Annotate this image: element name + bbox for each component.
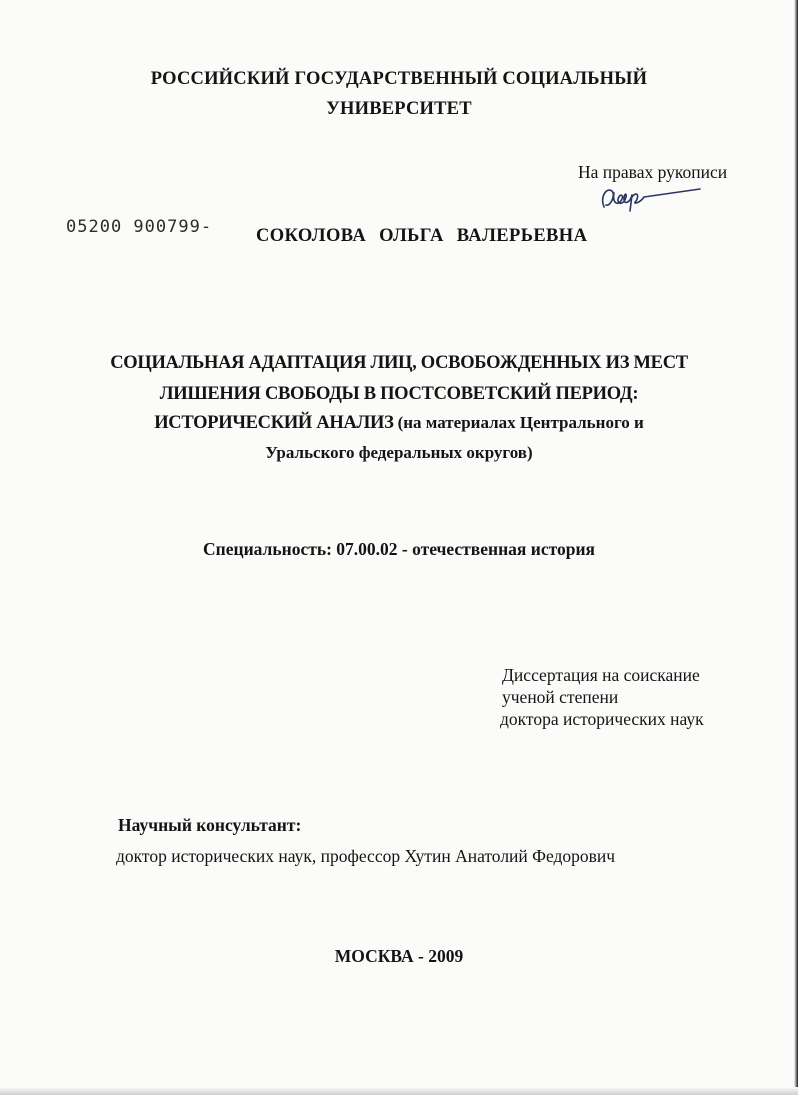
- archive-mark: -: [200, 217, 213, 237]
- consultant-label: Научный консультант:: [118, 815, 302, 835]
- author-name: СОКОЛОВА ОЛЬГА ВАЛЕРЬЕВНА: [256, 226, 588, 246]
- manuscript-note: На правах рукописи: [578, 162, 728, 182]
- title-line-3-main: ИСТОРИЧЕСКИЙ АНАЛИЗ: [154, 413, 394, 433]
- title-line-1: СОЦИАЛЬНАЯ АДАПТАЦИЯ ЛИЦ, ОСВОБОЖДЕННЫХ ИЗ МЕСТ: [110, 353, 688, 373]
- title-line-4: Уральского федеральных округов): [265, 443, 533, 462]
- handwritten-signature: [596, 181, 706, 217]
- dissertation-line-3: доктора исторических наук: [500, 709, 704, 729]
- title-line-2: ЛИШЕНИЯ СВОБОДЫ В ПОСТСОВЕТСКИЙ ПЕРИОД:: [159, 384, 639, 404]
- scan-right-edge: [794, 0, 798, 1095]
- dissertation-line-2: ученой степени: [502, 687, 619, 707]
- university-name-line-2: УНИВЕРСИТЕТ: [326, 99, 472, 119]
- archive-number: 05200 900799: [66, 217, 201, 237]
- specialty: Специальность: 07.00.02 - отечественная история: [203, 539, 595, 559]
- archive-number-stamp: [66, 219, 212, 236]
- city-year: МОСКВА - 2009: [334, 946, 464, 966]
- title-line-3-sub: (на материалах Центрального и: [397, 413, 644, 432]
- university-name-line-1: РОССИЙСКИЙ ГОСУДАРСТВЕННЫЙ СОЦИАЛЬНЫЙ: [150, 69, 648, 89]
- scan-bottom-edge: [0, 1087, 798, 1095]
- consultant-name: доктор исторических наук, профессор Хутин Анатолий Федорович: [116, 846, 616, 866]
- title-line-3: [0, 414, 798, 433]
- dissertation-line-1: Диссертация на соискание: [502, 665, 700, 685]
